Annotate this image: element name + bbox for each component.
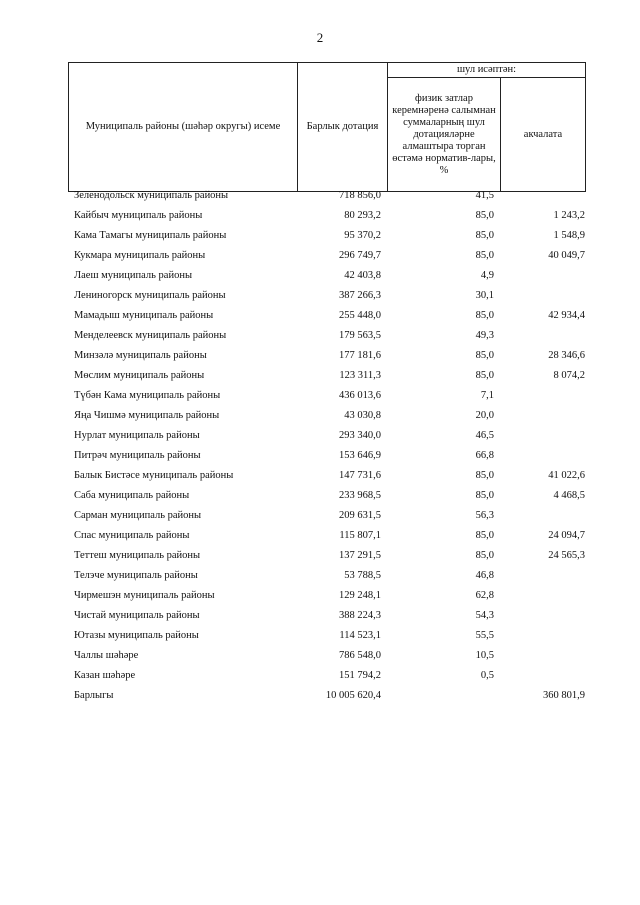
cell-pct: 46,8 [475,570,494,581]
cell-amount: 40 049,7 [548,250,585,261]
cell-total: 53 788,5 [344,570,381,581]
table-row [68,549,585,569]
cell-amount: 41 022,6 [548,470,585,481]
cell-total: 115 807,1 [339,530,381,541]
cell-name: Чирмешэн муниципаль районы [74,590,215,601]
cell-total: 151 794,2 [339,670,381,681]
cell-pct: 4,9 [480,270,494,281]
cell-amount: 42 934,4 [548,310,585,321]
cell-name: Сарман муниципаль районы [74,510,202,521]
cell-amount: 1 548,9 [553,230,585,241]
table-row [68,649,585,669]
cell-total: 718 856,0 [339,190,381,201]
table-row [68,569,585,589]
cell-total: 147 731,6 [339,470,381,481]
table-body [68,189,585,709]
cell-pct: 85,0 [475,310,494,321]
cell-total: 293 340,0 [339,430,381,441]
table-row [68,489,585,509]
cell-name: Мөслим муниципаль районы [74,370,205,381]
cell-pct: 54,3 [475,610,494,621]
cell-name: Чистай муниципаль районы [74,610,200,621]
table-header [68,62,586,192]
cell-pct: 49,3 [475,330,494,341]
cell-pct: 30,1 [475,290,494,301]
cell-total: 114 523,1 [339,630,381,641]
cell-name: Түбән Кама муниципаль районы [74,390,221,401]
cell-amount: 1 243,2 [553,210,585,221]
cell-name: Лаеш муниципаль районы [74,270,193,281]
table-row [68,509,585,529]
cell-name: Кайбыч муниципаль районы [74,210,203,221]
cell-total: 42 403,8 [344,270,381,281]
table-row [68,269,585,289]
cell-name: Саба муниципаль районы [74,490,190,501]
cell-total: 436 013,6 [339,390,381,401]
cell-total: 129 248,1 [339,590,381,601]
cell-pct: 85,0 [475,230,494,241]
cell-amount: 24 565,3 [548,550,585,561]
cell-name: Питрәч муниципаль районы [74,450,201,461]
cell-total: 80 293,2 [344,210,381,221]
cell-name: Кама Тамагы муниципаль районы [74,230,227,241]
cell-name: Менделеевск муниципаль районы [74,330,227,341]
table-row [68,449,585,469]
cell-total: 153 646,9 [339,450,381,461]
cell-name: Лениногорск муниципаль районы [74,290,226,301]
cell-total: 177 181,6 [339,350,381,361]
table-row [68,189,585,209]
header-pct: физик затлар керемнәренә салымнан суммаларның шул дотацияләрне алмаштыра торган өстәмә норматив-лары, % [388,78,501,192]
page-number: 2 [316,30,324,45]
cell-name: Ютазы муниципаль районы [74,630,199,641]
table-row [68,289,585,309]
table-row [68,469,585,489]
cell-total: 209 631,5 [339,510,381,521]
cell-amount: 24 094,7 [548,530,585,541]
cell-name: Нурлат муниципаль районы [74,430,200,441]
cell-pct: 55,5 [475,630,494,641]
cell-pct: 41,5 [475,190,494,201]
table-row [68,429,585,449]
table-row [68,329,585,349]
cell-total: 388 224,3 [339,610,381,621]
cell-total: 233 968,5 [339,490,381,501]
cell-amount: 28 346,6 [548,350,585,361]
cell-total: 387 266,3 [339,290,381,301]
cell-amount: 360 801,9 [543,690,585,701]
cell-amount: 8 074,2 [553,370,585,381]
table-row [68,589,585,609]
table-row [68,669,585,689]
header-amount: акчалата [501,78,586,192]
table-row [68,609,585,629]
cell-total: 43 030,8 [344,410,381,421]
cell-amount: 4 468,5 [553,490,585,501]
cell-name: Теттеш муниципаль районы [74,550,201,561]
cell-total: 137 291,5 [339,550,381,561]
header-name: Муниципаль районы (шәһәр округы) исеме [69,63,298,192]
cell-pct: 85,0 [475,370,494,381]
cell-pct: 85,0 [475,530,494,541]
cell-total: 10 005 620,4 [325,690,381,701]
table-row [68,349,585,369]
cell-name: Телэче муниципаль районы [74,570,198,581]
header-group: шул исәптән: [388,63,586,78]
cell-pct: 85,0 [475,210,494,221]
cell-pct: 62,8 [475,590,494,601]
table-row [68,629,585,649]
cell-name: Минзәлә муниципаль районы [74,350,207,361]
cell-name: Мамадыш муниципаль районы [74,310,214,321]
cell-name: Кукмара муниципаль районы [74,250,206,261]
cell-pct: 85,0 [475,350,494,361]
cell-pct: 10,5 [475,650,494,661]
cell-name: Яңа Чишмә муниципаль районы [74,410,220,421]
cell-total: 296 749,7 [339,250,381,261]
header-total: Барлык дотация [298,63,388,192]
cell-name: Барлыгы [74,690,114,701]
cell-pct: 20,0 [475,410,494,421]
table-row [68,209,585,229]
cell-pct: 56,3 [475,510,494,521]
cell-name: Зеленодольск муниципаль районы [74,190,229,201]
cell-pct: 85,0 [475,250,494,261]
cell-name: Казан шәһәре [74,670,136,681]
cell-pct: 85,0 [475,550,494,561]
cell-pct: 0,5 [480,670,494,681]
cell-pct: 85,0 [475,470,494,481]
table-row [68,389,585,409]
table-row [68,249,585,269]
cell-name: Спас муниципаль районы [74,530,190,541]
cell-name: Балык Бистәсе муниципаль районы [74,470,234,481]
cell-name: Чаллы шәһәре [74,650,139,661]
cell-total: 123 311,3 [339,370,381,381]
cell-total: 95 370,2 [344,230,381,241]
table-row [68,529,585,549]
cell-pct: 7,1 [480,390,494,401]
total-row [68,689,585,709]
table-row [68,229,585,249]
table-row [68,309,585,329]
cell-total: 179 563,5 [339,330,381,341]
cell-pct: 66,8 [475,450,494,461]
cell-total: 255 448,0 [339,310,381,321]
cell-total: 786 548,0 [339,650,381,661]
cell-pct: 46,5 [475,430,494,441]
table-row [68,369,585,389]
table-row [68,409,585,429]
cell-pct: 85,0 [475,490,494,501]
